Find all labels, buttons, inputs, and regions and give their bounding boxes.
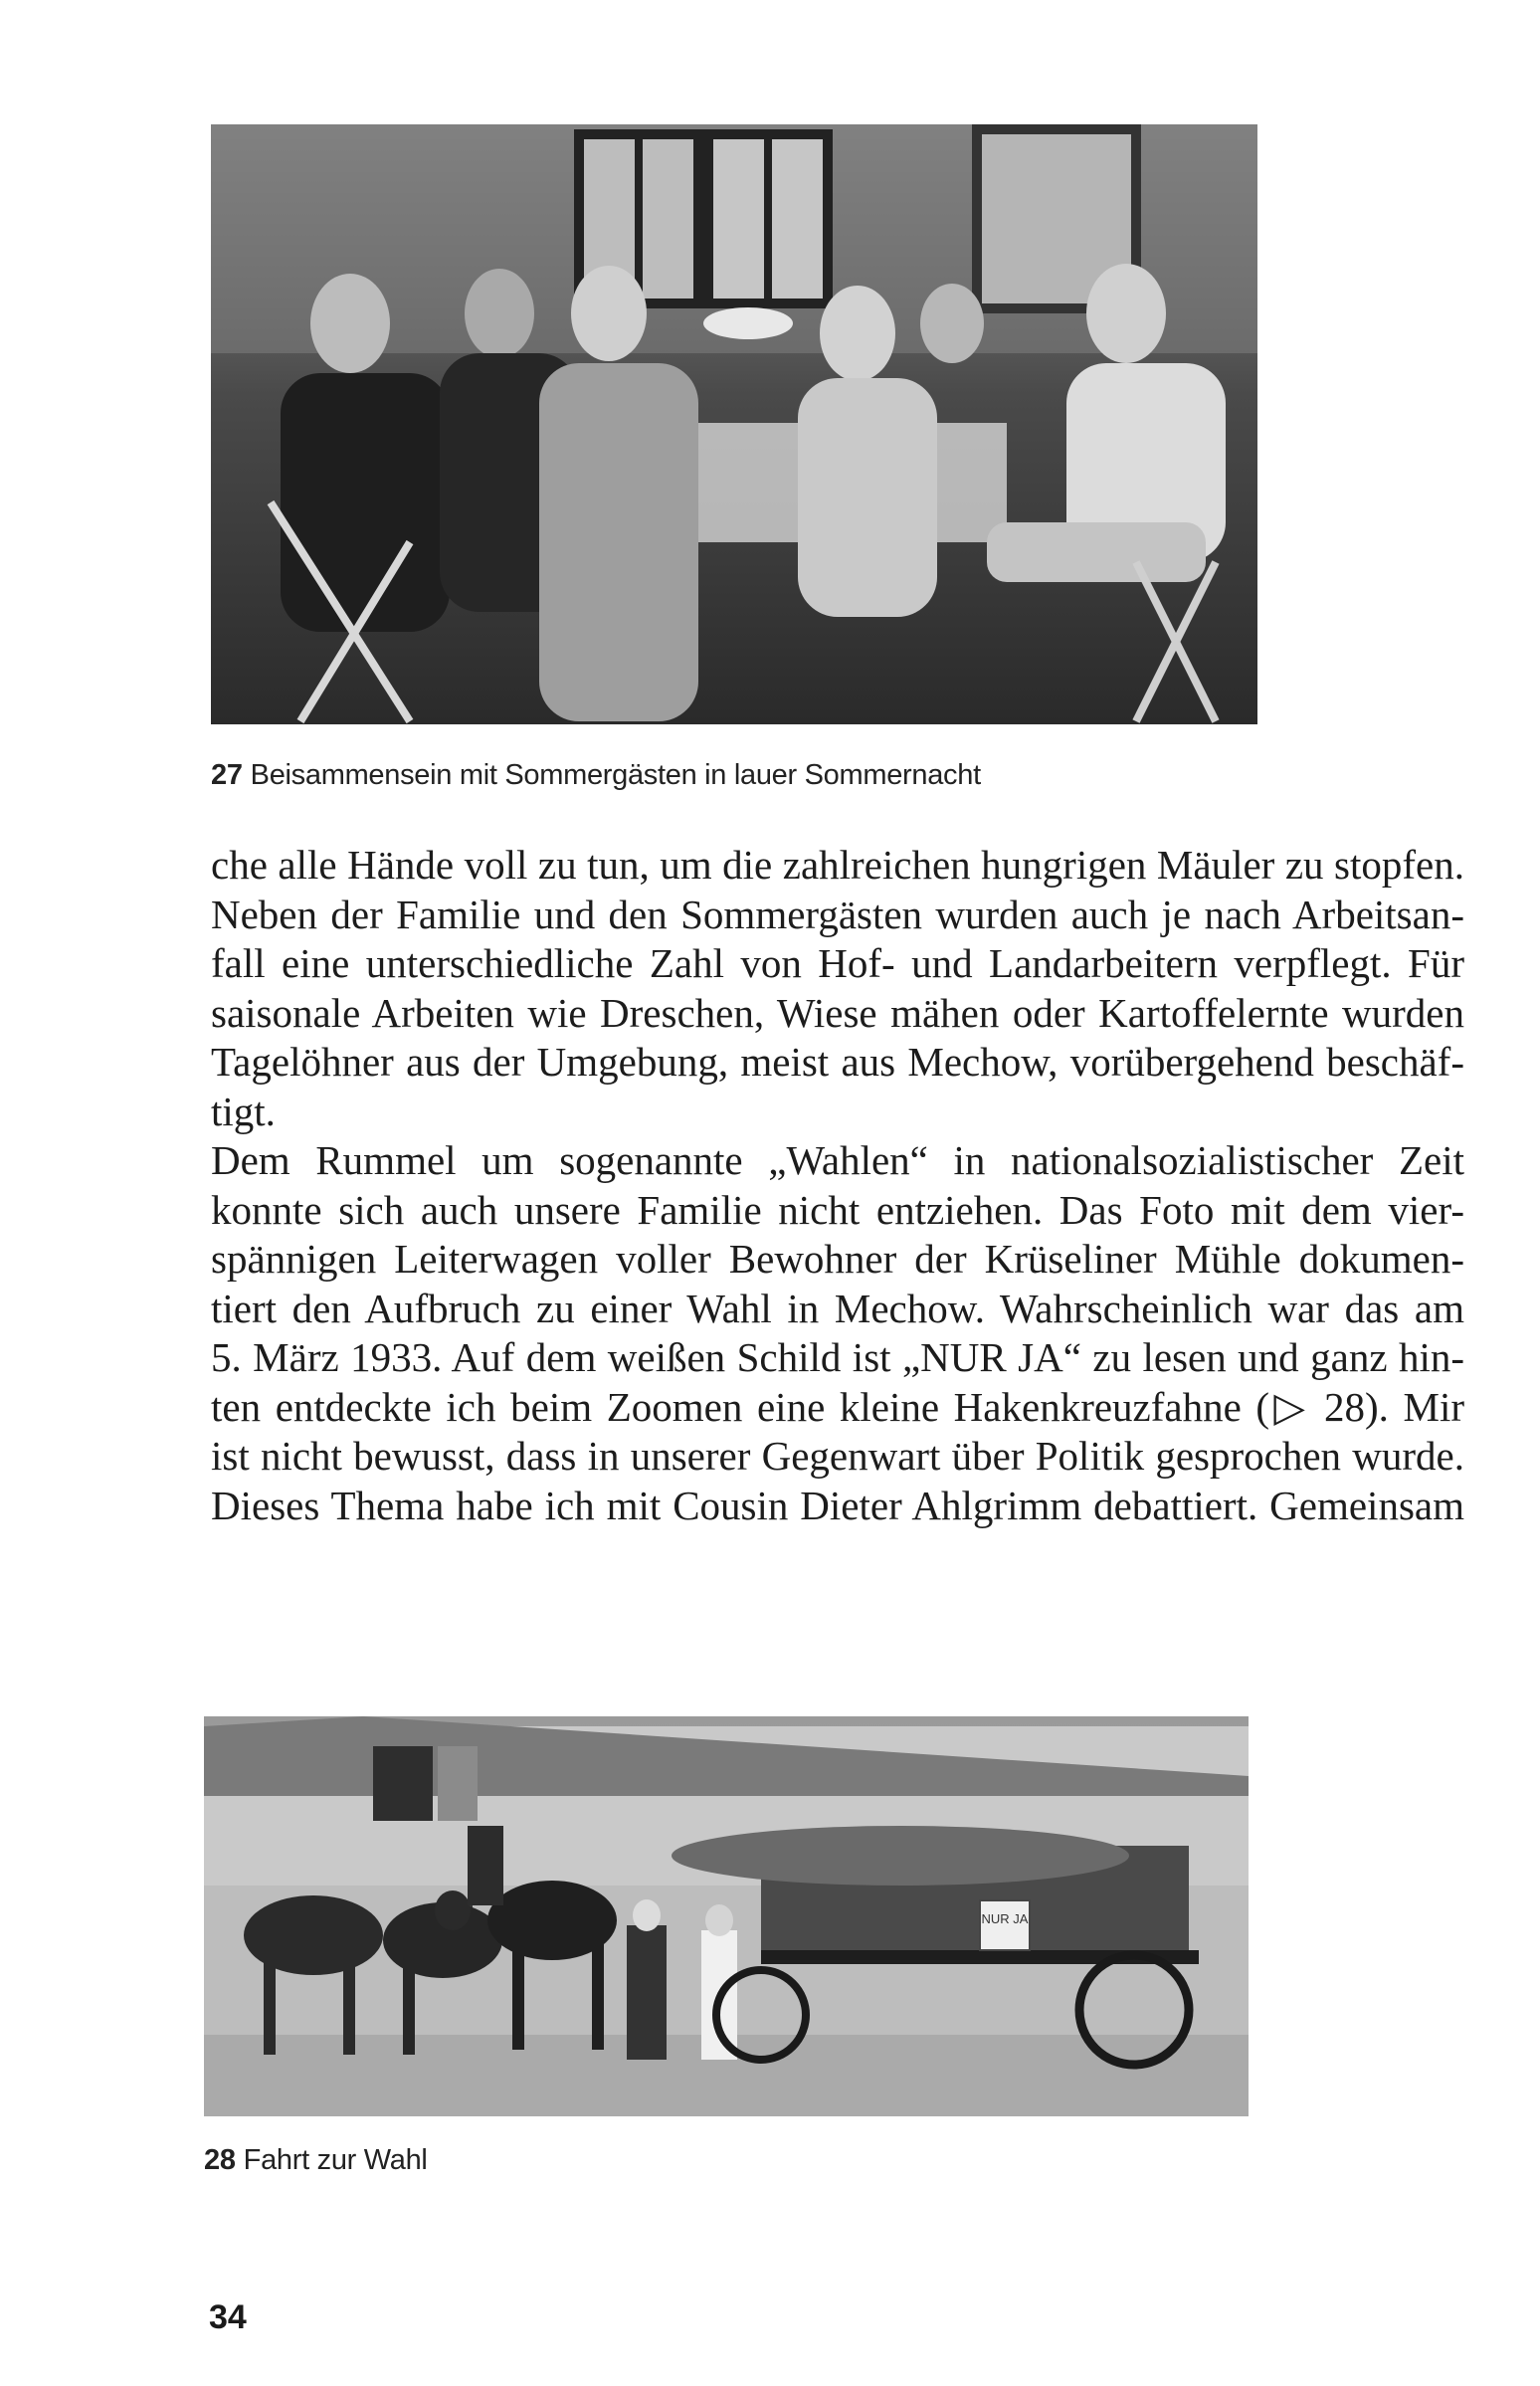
text-line: 5. März 1933. Auf dem weißen Schild ist „NUR JA“ zu lesen und ganz hin- — [211, 1334, 1464, 1380]
photo-summer-guests-image — [211, 124, 1257, 724]
text-line: fall eine unterschiedliche Zahl von Hof- und Landarbeitern verpflegt. Für — [211, 940, 1464, 986]
text-line: Tagelöhner aus der Umgebung, meist aus Mechow, vorübergehend beschäf- — [211, 1039, 1464, 1085]
text-line: saisonale Arbeiten wie Dreschen, Wiese mähen oder Kartoffelernte wurden — [211, 989, 1464, 1036]
page-number: 34 — [209, 2298, 247, 2336]
figure-caption-text: Fahrt zur Wahl — [243, 2144, 428, 2176]
text-line: konnte sich auch unsere Familie nicht entziehen. Das Foto mit dem vier- — [211, 1186, 1464, 1233]
paragraph-1 — [211, 841, 1464, 1136]
figure-caption-text: Beisammensein mit Sommergästen in lauer Sommernacht — [250, 759, 981, 791]
photo-ride-to-election-image — [204, 1716, 1249, 2116]
figure-caption-28 — [204, 2144, 428, 2177]
paragraph-2 — [211, 1136, 1464, 1530]
figure-number: 27 — [211, 759, 243, 791]
text-line: tiert den Aufbruch zu einer Wahl in Mechow. Wahrscheinlich war das am — [211, 1285, 1464, 1331]
text-line: tigt. — [211, 1088, 276, 1134]
figure-caption-27 — [211, 759, 981, 792]
figure-number: 28 — [204, 2144, 236, 2176]
text-line: Neben der Familie und den Sommergästen wurden auch je nach Arbeitsan- — [211, 891, 1464, 937]
photo-summer-guests — [211, 124, 1257, 724]
text-line: spännigen Leiterwagen voller Bewohner der Krüseliner Mühle dokumen- — [211, 1236, 1464, 1282]
text-line: Dieses Thema habe ich mit Cousin Dieter Ahlgrimm debattiert. Gemeinsam — [211, 1482, 1464, 1528]
text-line: Dem Rummel um sogenannte „Wahlen“ in nationalsozialistischer Zeit — [211, 1137, 1464, 1183]
text-line: che alle Hände voll zu tun, um die zahlreichen hungrigen Mäuler zu stopfen. — [211, 842, 1464, 888]
body-text — [211, 841, 1464, 1530]
sign-text: NUR JA — [981, 1911, 1029, 1926]
text-line: ten entdeckte ich beim Zoomen eine kleine Hakenkreuzfahne (▷ 28). Mir — [211, 1383, 1464, 1430]
photo-ride-to-election — [204, 1716, 1249, 2116]
text-line: ist nicht bewusst, dass in unserer Gegenwart über Politik gesprochen wurde. — [211, 1433, 1464, 1479]
